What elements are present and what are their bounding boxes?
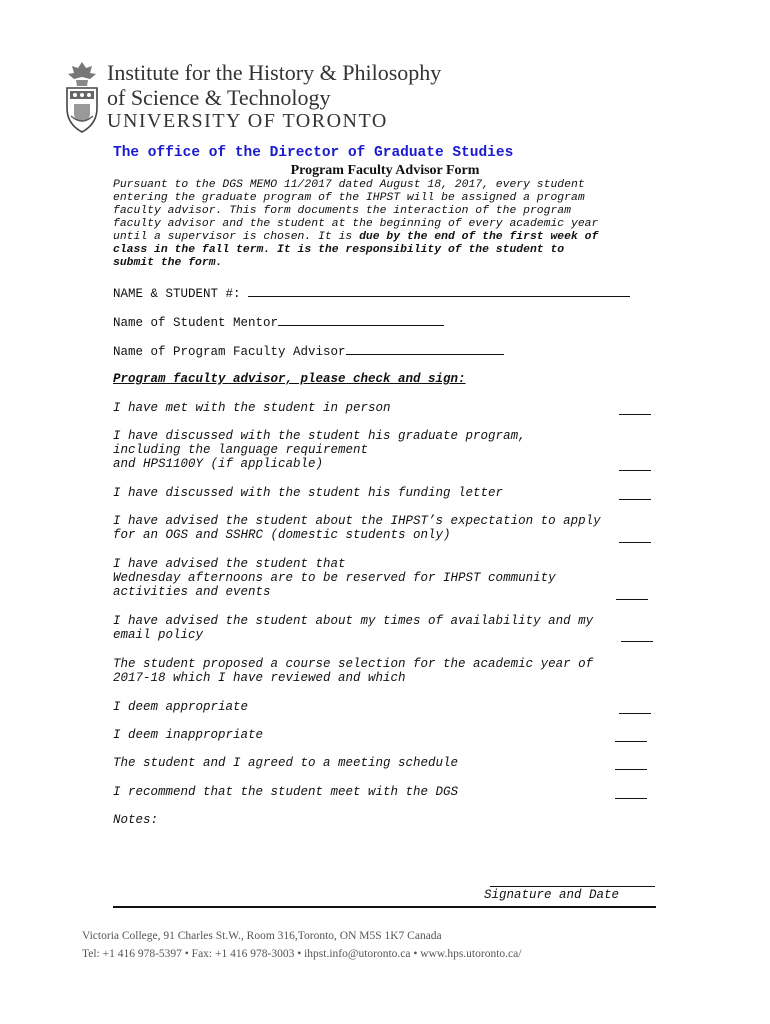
footer-divider <box>113 906 656 908</box>
checklist-item-meeting-schedule: The student and I agreed to a meeting schedule <box>113 756 459 770</box>
check-blank-meeting-schedule[interactable] <box>615 769 647 770</box>
signature-input-line[interactable] <box>490 886 655 887</box>
faculty-advisor-input[interactable] <box>346 343 504 355</box>
form-title: Program Faculty Advisor Form <box>290 163 480 178</box>
check-blank-availability[interactable] <box>621 641 653 642</box>
checklist-item-availability: I have advised the student about my times of availability and my email policy <box>113 614 594 642</box>
university-name: UNIVERSITY OF TORONTO <box>107 110 388 132</box>
section-heading: Program faculty advisor, please check and sign: <box>113 372 466 386</box>
intro-deadline-text: due by the end of the first week of class in the fall term. It is the responsibility of the student to submit the form. <box>113 231 599 269</box>
student-mentor-field <box>113 314 444 330</box>
office-title: The office of the Director of Graduate Studies <box>113 145 514 161</box>
institute-name-line1: Institute for the History & Philosophy <box>107 60 442 85</box>
footer-contact: Tel: +1 416 978-5397 • Fax: +1 416 978-3003 • ihpst.info@utoronto.ca • www.hps.utoronto.ca/ <box>82 948 522 960</box>
letterhead <box>62 58 462 138</box>
footer-address: Victoria College, 91 Charles St.W., Room 316,Toronto, ON M5S 1K7 Canada <box>82 930 442 942</box>
check-blank-wednesday-afternoons[interactable] <box>616 599 648 600</box>
checklist-item-course-selection: The student proposed a course selection for the academic year of 2017-18 which I have reviewed and which <box>113 657 594 685</box>
check-blank-graduate-program[interactable] <box>619 470 651 471</box>
check-blank-ogs-sshrc[interactable] <box>619 542 651 543</box>
notes-label: Notes: <box>113 813 159 827</box>
student-mentor-input[interactable] <box>278 314 444 326</box>
faculty-advisor-field <box>113 343 504 359</box>
name-student-label: NAME & STUDENT #: <box>113 287 241 301</box>
check-blank-funding-letter[interactable] <box>619 499 651 500</box>
name-student-input[interactable] <box>248 285 630 297</box>
checklist-item-ogs-sshrc: I have advised the student about the IHPST’s expectation to apply for an OGS and SSHRC (domestic students only) <box>113 514 601 542</box>
checklist-item-funding-letter: I have discussed with the student his funding letter <box>113 486 504 500</box>
checklist-item-met-in-person: I have met with the student in person <box>113 401 391 415</box>
check-blank-deem-inappropriate[interactable] <box>615 741 647 742</box>
intro-text: Pursuant to the DGS MEMO 11/2017 dated August 18, 2017, every student entering the graduate program of the IHPST will be assigned a program faculty advisor. This form documents the interaction of the program faculty advisor and the student at the beginning of every academic year until a supervisor is chosen. It is <box>113 179 599 243</box>
checklist-item-deem-appropriate: I deem appropriate <box>113 700 249 714</box>
university-crest-icon <box>62 60 102 134</box>
name-student-field <box>113 285 630 301</box>
institute-name-line2: of Science & Technology <box>107 85 331 110</box>
checklist-item-meet-dgs: I recommend that the student meet with the DGS <box>113 785 459 799</box>
check-blank-meet-dgs[interactable] <box>615 798 647 799</box>
checklist-item-wednesday-afternoons: I have advised the student that Wednesday afternoons are to be reserved for IHPST community activities and events <box>113 557 556 599</box>
intro-paragraph <box>113 179 598 270</box>
check-blank-deem-appropriate[interactable] <box>619 713 651 714</box>
student-mentor-label: Name of Student Mentor <box>113 316 279 330</box>
signature-label: Signature and Date <box>484 888 620 902</box>
checklist-item-deem-inappropriate: I deem inappropriate <box>113 728 264 742</box>
check-blank-met-in-person[interactable] <box>619 414 651 415</box>
checklist-item-graduate-program: I have discussed with the student his graduate program, including the language requirement and HPS1100Y (if applicable) <box>113 429 526 471</box>
faculty-advisor-label: Name of Program Faculty Advisor <box>113 345 346 359</box>
